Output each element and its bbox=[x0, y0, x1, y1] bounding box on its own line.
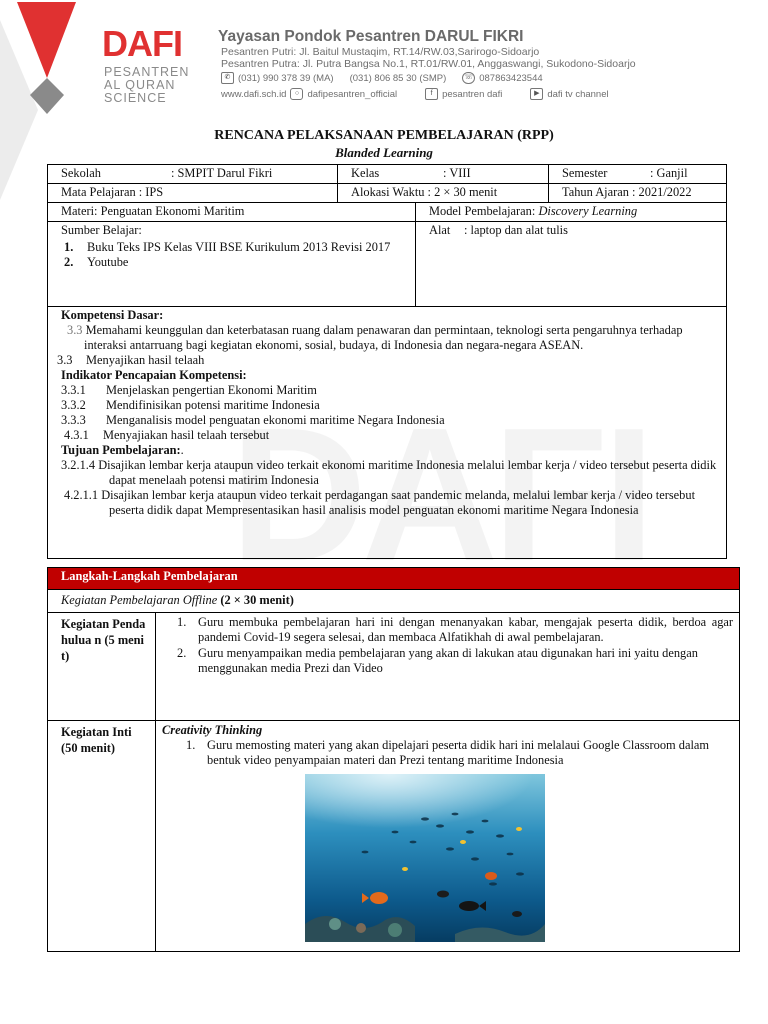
semester-cell bbox=[549, 165, 727, 184]
mapel-cell: Mata Pelajaran : IPS bbox=[48, 184, 338, 203]
pendahuluan-content bbox=[156, 613, 740, 721]
steps-heading: Langkah-Langkah Pembelajaran bbox=[48, 568, 740, 590]
offline-cell bbox=[48, 590, 740, 613]
phone-ma: (031) 990 378 39 (MA) bbox=[238, 72, 334, 84]
info-table bbox=[47, 164, 727, 559]
model-cell bbox=[416, 203, 727, 222]
competency-cell bbox=[48, 307, 727, 559]
facebook-icon: f bbox=[425, 88, 438, 100]
inti-row bbox=[48, 721, 740, 952]
document-subtitle: Blanded Learning bbox=[335, 145, 433, 160]
list-item: 2. Guru menyampaikan media pembelajaran yang akan di lakukan atau digunakan hari ini yaitu dengan menggunakan media Prezi dan Video bbox=[177, 646, 698, 675]
sekolah-label: Sekolah bbox=[61, 166, 101, 180]
sekolah-value: : SMPIT Darul Fikri bbox=[171, 166, 273, 180]
inti-content bbox=[156, 721, 740, 952]
inti-list bbox=[162, 738, 733, 768]
kd-heading: Kompetensi Dasar: bbox=[61, 308, 164, 322]
instagram-icon: ○ bbox=[290, 88, 303, 100]
info-row bbox=[48, 165, 727, 184]
ipk-heading: Indikator Pencapaian Kompetensi: bbox=[61, 368, 247, 382]
kelas-value: : VIII bbox=[443, 166, 471, 180]
facebook-handle[interactable]: pesantren dafi bbox=[442, 88, 503, 100]
alokasi-cell: Alokasi Waktu : 2 × 30 menit bbox=[338, 184, 549, 203]
list-item: 2. Youtube bbox=[64, 255, 129, 269]
alat-value: : laptop dan alat tulis bbox=[464, 223, 568, 237]
list-item: 1. Buku Teks IPS Kelas VIII BSE Kurikulum 2013 Revisi 2017 bbox=[64, 240, 391, 254]
org-name: Yayasan Pondok Pesantren DARUL FIKRI bbox=[218, 28, 524, 45]
materi-cell: Materi: Penguatan Ekonomi Maritim bbox=[48, 203, 416, 222]
tahun-cell: Tahun Ajaran : 2021/2022 bbox=[549, 184, 727, 203]
phone-icon: ✆ bbox=[221, 72, 234, 84]
semester-label: Semester bbox=[562, 166, 608, 180]
semester-value: : Ganjil bbox=[650, 166, 688, 180]
ipk-item: 3.3.2 Mendifinisikan potensi maritime Indonesia bbox=[61, 398, 320, 412]
website-link[interactable]: www.dafi.sch.id bbox=[221, 88, 287, 100]
alat-cell bbox=[416, 222, 727, 307]
tujuan-heading: Tujuan Pembelajaran:. bbox=[61, 443, 184, 457]
youtube-channel[interactable]: dafi tv channel bbox=[547, 88, 609, 100]
kd-item: 3.3 Memahami keunggulan dan keterbatasan ruang dalam penawaran dan permintaan, teknologi serta pengaruhnya terhadap interaksi antarruang bagi kegiatan ekonomi, sosial, budaya, di Indonesia dan negara-negara ASEAN. bbox=[67, 323, 683, 352]
address-putra: Pesantren Putra: Jl. Putra Bangsa No.1, RT.01/RW.01, Anggaswangi, Sukodono-Sidoarjo bbox=[221, 58, 636, 70]
kelas-label: Kelas bbox=[351, 166, 380, 180]
whatsapp-icon: ☏ bbox=[462, 72, 475, 84]
info-row bbox=[48, 184, 727, 203]
logo-subtitle: PESANTREN AL QURAN SCIENCE bbox=[104, 65, 190, 105]
list-item: 1. Guru membuka pembelajaran hari ini dengan menanyakan kabar, mengajak peserta didik, berdoa agar pandemi Covid-19 segera selesai, dan membaca Alfatikhah di awal pembelajaran. bbox=[177, 615, 734, 644]
ipk-item: 4.3.1 Menyajiakan hasil telaah tersebut bbox=[64, 428, 270, 442]
whatsapp-number: 087863423544 bbox=[479, 72, 543, 84]
phone-smp: (031) 806 85 30 (SMP) bbox=[349, 72, 447, 84]
competency-row bbox=[48, 307, 727, 559]
logo-triangle bbox=[17, 2, 77, 114]
kd-item: 3.3 Menyajikan hasil telaah bbox=[57, 353, 205, 367]
document-title: RENCANA PELAKSANAAN PEMBELAJARAN (RPP) bbox=[214, 128, 554, 143]
pendahuluan-list bbox=[169, 615, 733, 676]
youtube-icon: ▶ bbox=[530, 88, 543, 100]
address-putri: Pesantren Putri: Jl. Baitul Mustaqim, RT.14/RW.03,Sarirogo-Sidoarjo bbox=[221, 46, 540, 58]
alat-label: Alat bbox=[429, 223, 451, 237]
pendahuluan-label: Kegiatan Pendahulua n (5 menit) bbox=[48, 613, 156, 721]
ipk-item: 3.3.1 Menjelaskan pengertian Ekonomi Maritim bbox=[61, 383, 317, 397]
sumber-label: Sumber Belajar: bbox=[61, 223, 142, 237]
sekolah-cell bbox=[48, 165, 338, 184]
offline-duration: (2 × 30 menit) bbox=[220, 593, 294, 607]
sumber-list bbox=[61, 240, 409, 270]
tujuan-item: 4.2.1.1 Disajikan lembar kerja ataupun video terkait perdagangan saat pandemic melanda, melalui lembar kerja / video tersebut peserta didik dapat Mempresentasikan hasil analisis model penguatan ekonomi maritime Negara Indonesia bbox=[64, 488, 696, 517]
model-value: Discovery Learning bbox=[538, 204, 638, 218]
steps-header-row bbox=[48, 568, 740, 590]
info-row bbox=[48, 203, 727, 222]
sumber-cell bbox=[48, 222, 416, 307]
offline-row bbox=[48, 590, 740, 613]
tujuan-item: 3.2.1.4 Disajikan lembar kerja ataupun video terkait ekonomi maritime Indonesia melalui lembar kerja / video tersebut peserta didik dapat menelaah potensi matirim Indonesia bbox=[61, 458, 717, 487]
contact-phones bbox=[221, 72, 543, 84]
inti-subheading: Creativity Thinking bbox=[162, 723, 263, 737]
logo-text: DAFI bbox=[102, 23, 182, 64]
kelas-cell bbox=[338, 165, 549, 184]
ipk-item: 3.3.3 Menganalisis model penguatan ekonomi maritime Negara Indonesia bbox=[61, 413, 445, 427]
model-label: Model Pembelajaran: bbox=[429, 204, 536, 218]
info-row bbox=[48, 222, 727, 307]
inti-label: Kegiatan Inti (50 menit) bbox=[48, 721, 156, 952]
pendahuluan-row bbox=[48, 613, 740, 721]
contact-social bbox=[221, 88, 609, 100]
list-item: 1. Guru memosting materi yang akan dipelajari peserta didik hari ini melalaui Google Classroom dalam bentuk video penyampaian materi dan Prezi tentang maritime Indonesia bbox=[186, 738, 710, 767]
instagram-handle[interactable]: dafipesantren_official bbox=[307, 88, 398, 100]
underwater-reef-image bbox=[305, 774, 545, 942]
steps-table bbox=[47, 567, 740, 952]
offline-label: Kegiatan Pembelajaran Offline bbox=[61, 593, 218, 607]
